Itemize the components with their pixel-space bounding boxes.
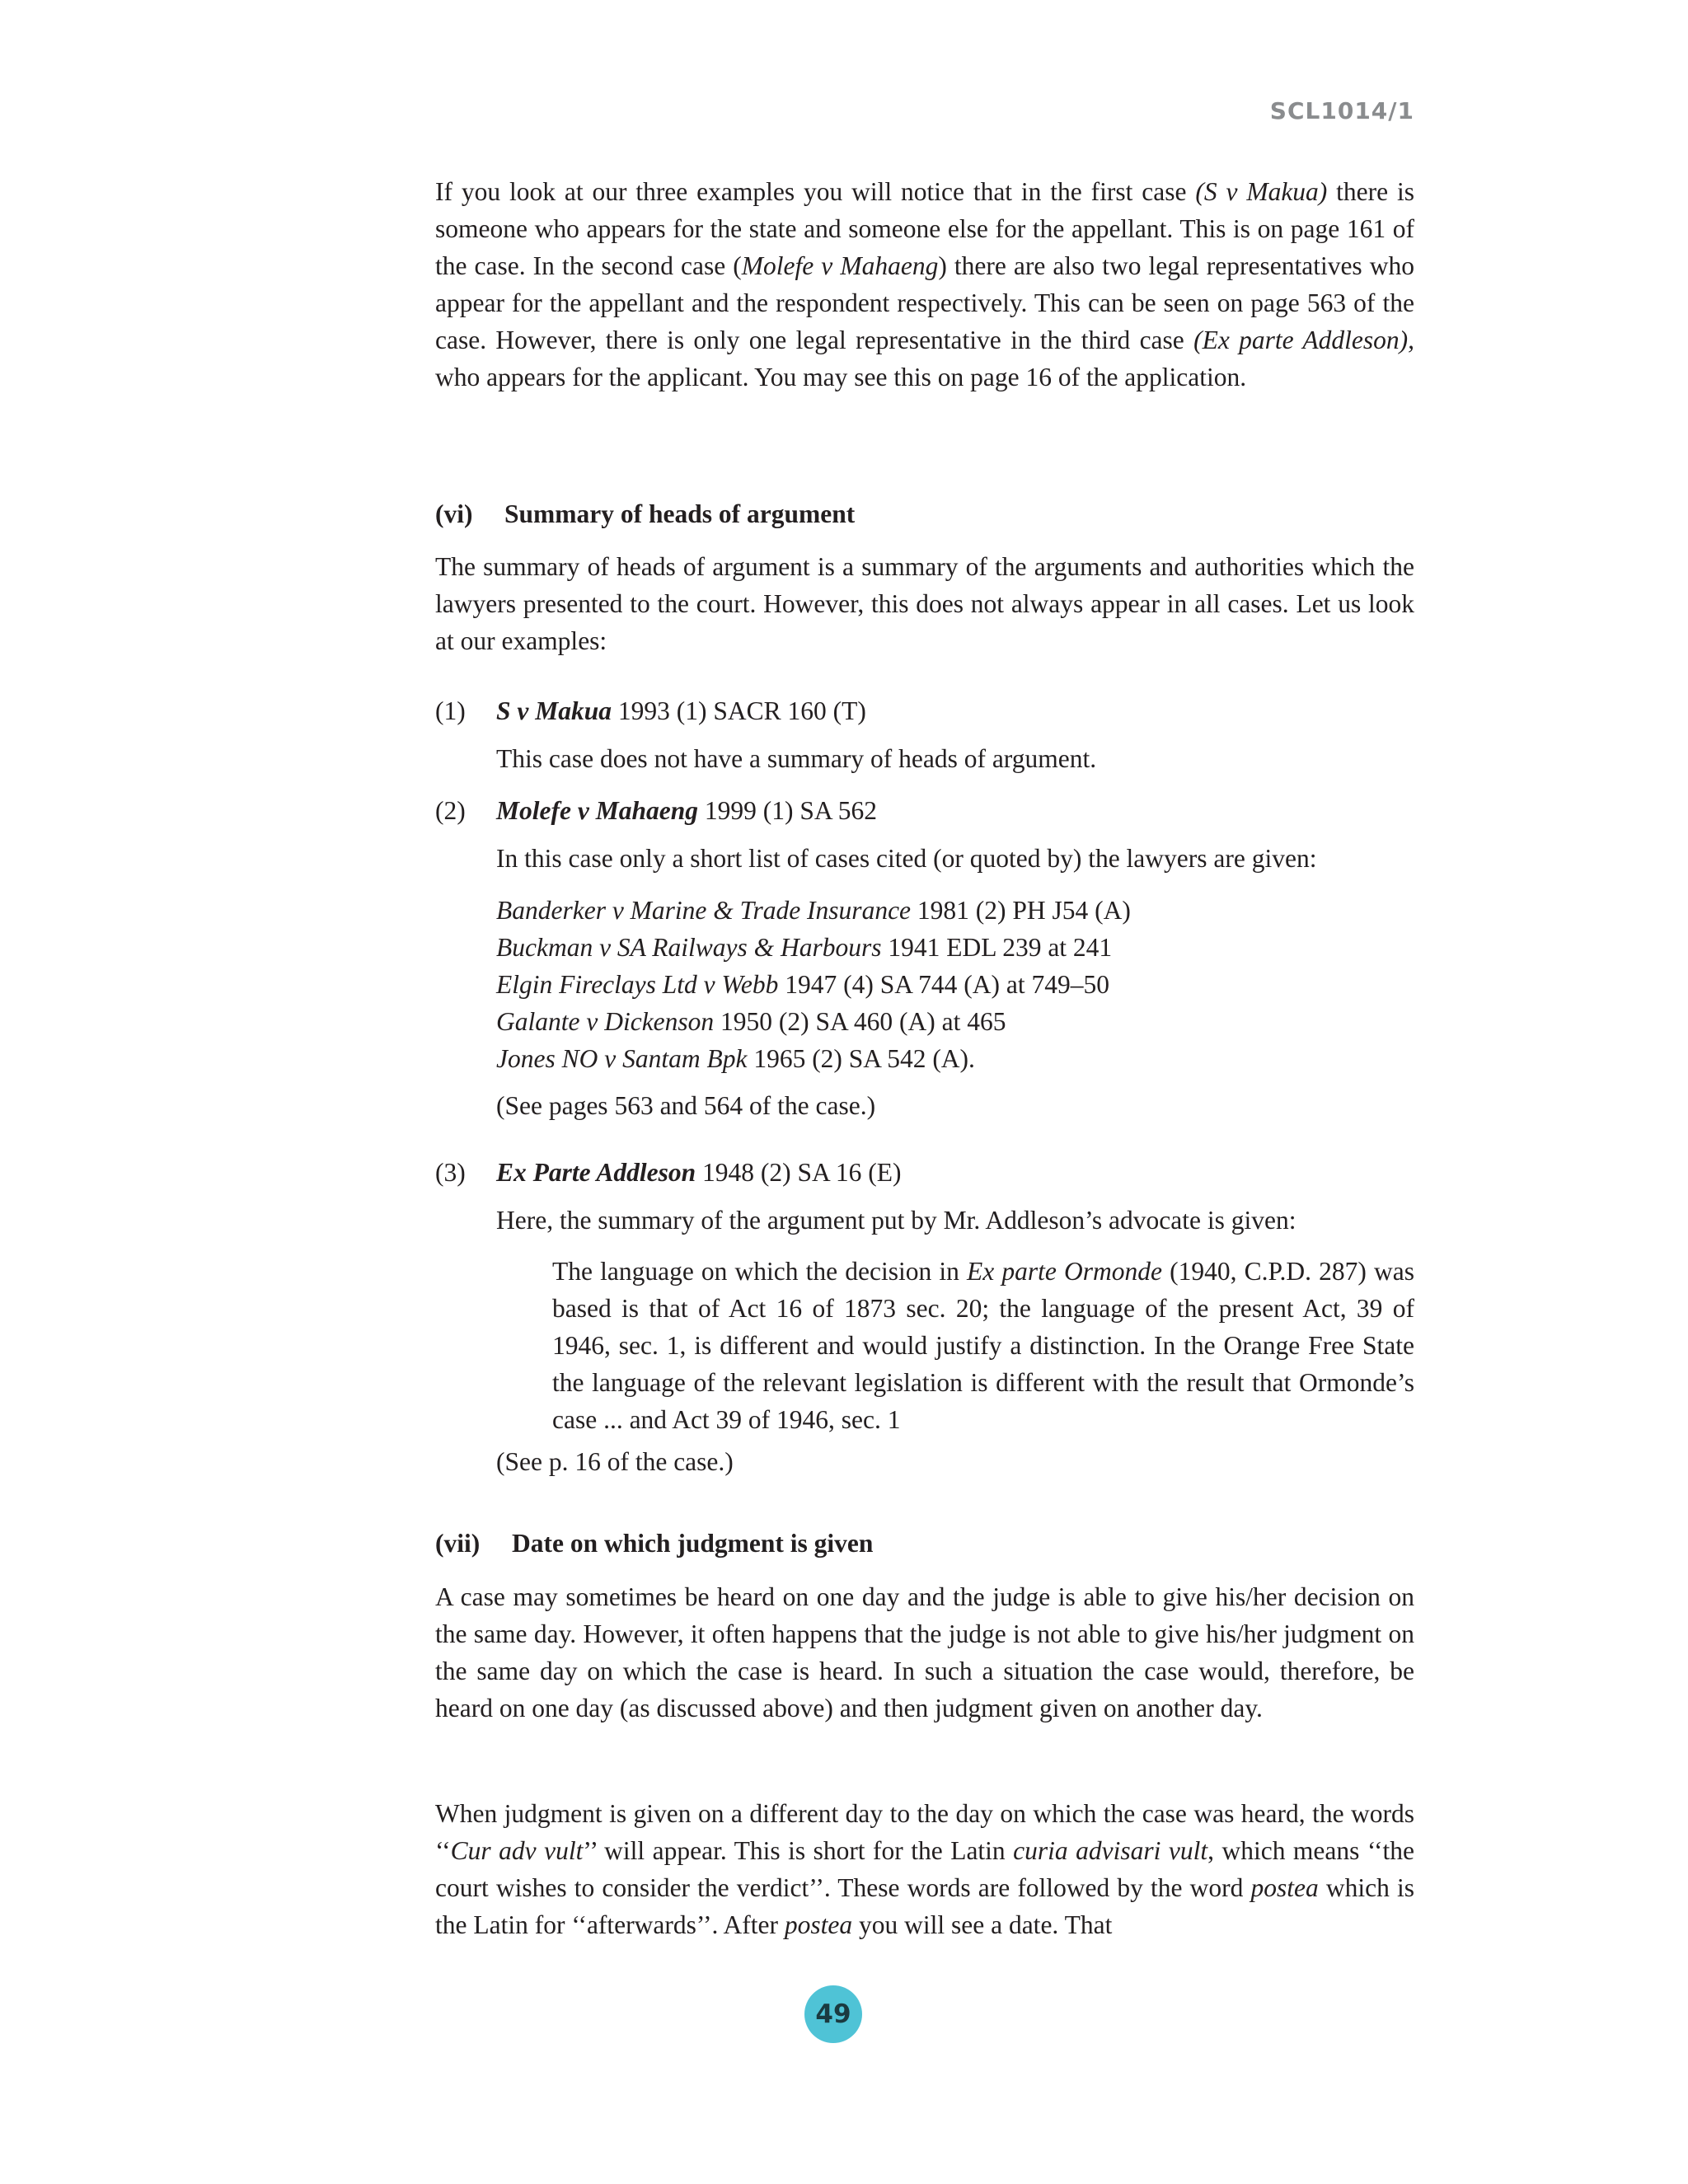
course-code: SCL1014/1: [1269, 97, 1414, 124]
case-citation: Galante v Dickenson 1950 (2) SA 460 (A) at 465: [496, 1007, 1006, 1036]
case-citation: Buckman v SA Railways & Harbours 1941 EDL 239 at 241: [496, 933, 1113, 962]
section-vii-paragraph: When judgment is given on a different day to the day on which the case was heard, the words ‘‘Cur adv vult’’ will appear. This is short for the Latin curia advisari vult, which means ‘‘the court wishes to consider the verdict’’. These words are followed by the word postea which is the Latin for ‘‘afterwards’’. After postea you will see a date. That: [435, 1799, 1414, 1939]
section-heading-vii: (vii) Date on which judgment is given: [435, 1529, 874, 1558]
paragraph-representatives: If you look at our three examples you will notice that in the first case (S v Makua) there is someone who appears for the state and someone else for the appellant. This is on page 161 of the case. In the second case (Molefe v Mahaeng) there are also two legal representatives who appear for the appellant and the respondent respectively. This can be seen on page 563 of the case. However, there is only one legal representative in the third case (Ex parte Addleson), who appears for the applicant. You may see this on page 16 of the application.: [435, 177, 1415, 391]
cases-cited-list: [496, 892, 1414, 1077]
item-note: Here, the summary of the argument put by Mr. Addleson’s advocate is given:: [496, 1206, 1296, 1235]
case-citation: Banderker v Marine & Trade Insurance 1981 (2) PH J54 (A): [496, 896, 1131, 925]
page-reference: (See p. 16 of the case.): [496, 1447, 734, 1476]
case-citation: Jones NO v Santam Bpk 1965 (2) SA 542 (A).: [496, 1044, 975, 1073]
item-note: This case does not have a summary of heads of argument.: [496, 744, 1097, 773]
section-heading-vi: (vi) Summary of heads of argument: [435, 499, 856, 528]
case-citation: Elgin Fireclays Ltd v Webb 1947 (4) SA 744 (A) at 749–50: [496, 970, 1109, 999]
section-vi-intro: The summary of heads of argument is a summary of the arguments and authorities which the lawyers presented to the court. However, this does not always appear in all cases. Let us look at our examples:: [435, 552, 1414, 655]
item-note: In this case only a short list of cases cited (or quoted by) the lawyers are given:: [496, 844, 1317, 873]
page-reference: (See pages 563 and 564 of the case.): [496, 1091, 876, 1120]
section-vii-paragraph: A case may sometimes be heard on one day and the judge is able to give his/her decision on the same day. However, it often happens that the judge is not able to give his/her judgment on the same day on which the case is heard. In such a situation the case would, therefore, be heard on one day (as discussed above) and then judgment given on another day.: [435, 1582, 1414, 1722]
block-quote: The language on which the decision in Ex parte Ormonde (1940, C.P.D. 287) was based is that of Act 16 of 1873 sec. 20; the language of the present Act, 39 of 1946, sec. 1, is different and would justify a distinction. In the Orange Free State the language of the relevant legislation is different with the result that Ormonde’s case ... and Act 39 of 1946, sec. 1: [552, 1257, 1415, 1434]
page-number-badge: 49: [804, 1985, 862, 2043]
